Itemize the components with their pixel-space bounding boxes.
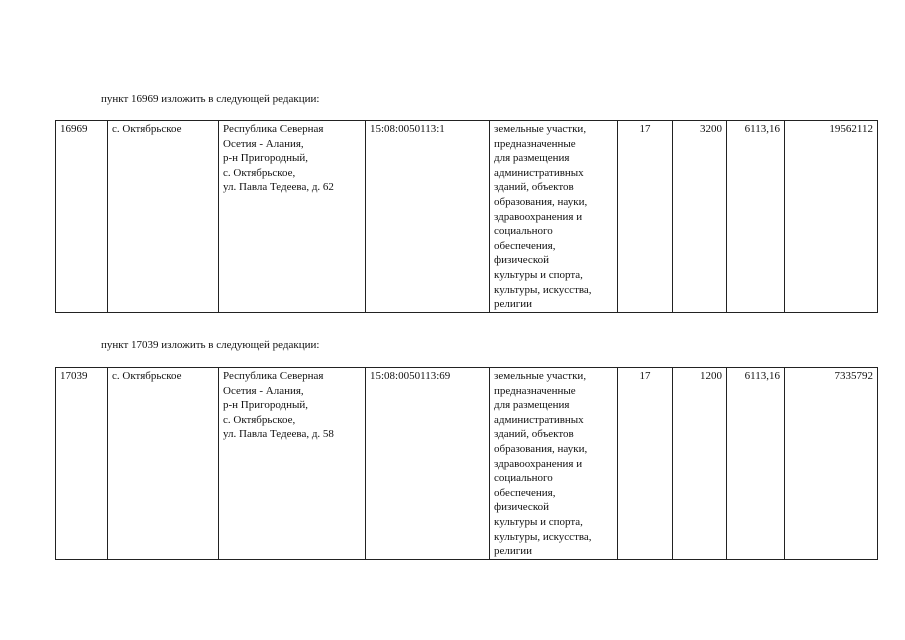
amendment-table xyxy=(55,120,878,313)
cell-area: 1200 xyxy=(673,368,727,560)
cell-number: 17039 xyxy=(56,368,108,560)
cell-address: Республика Северная Осетия - Алания, р-н Пригородный, с. Октябрьское, ул. Павла Тедеева, д. 62 xyxy=(219,121,366,313)
cell-code: 17 xyxy=(618,368,673,560)
amendment-intro: пункт 17039 изложить в следующей редакции: xyxy=(101,339,320,351)
cell-area: 3200 xyxy=(673,121,727,313)
cell-rate: 6113,16 xyxy=(727,368,785,560)
cell-cadastral-number: 15:08:0050113:1 xyxy=(366,121,490,313)
cell-address: Республика Северная Осетия - Алания, р-н Пригородный, с. Октябрьское, ул. Павла Тедеева, д. 58 xyxy=(219,368,366,560)
cell-settlement: с. Октябрьское xyxy=(108,368,219,560)
amendment-intro: пункт 16969 изложить в следующей редакции: xyxy=(101,93,320,105)
cell-rate: 6113,16 xyxy=(727,121,785,313)
cell-cadastral-number: 15:08:0050113:69 xyxy=(366,368,490,560)
amendment-table xyxy=(55,367,878,560)
cell-value: 7335792 xyxy=(785,368,878,560)
table-row xyxy=(56,121,878,313)
cell-land-category: земельные участки, предназначенные для размещения административных зданий, объектов образования, науки, здравоохранения и социального обеспечения, физической культуры и спорта, культуры, искусства, религии xyxy=(490,368,618,560)
cell-settlement: с. Октябрьское xyxy=(108,121,219,313)
cell-code: 17 xyxy=(618,121,673,313)
table-row xyxy=(56,368,878,560)
cell-number: 16969 xyxy=(56,121,108,313)
cell-value: 19562112 xyxy=(785,121,878,313)
cell-land-category: земельные участки, предназначенные для размещения административных зданий, объектов образования, науки, здравоохранения и социального обеспечения, физической культуры и спорта, культуры, искусства, религии xyxy=(490,121,618,313)
